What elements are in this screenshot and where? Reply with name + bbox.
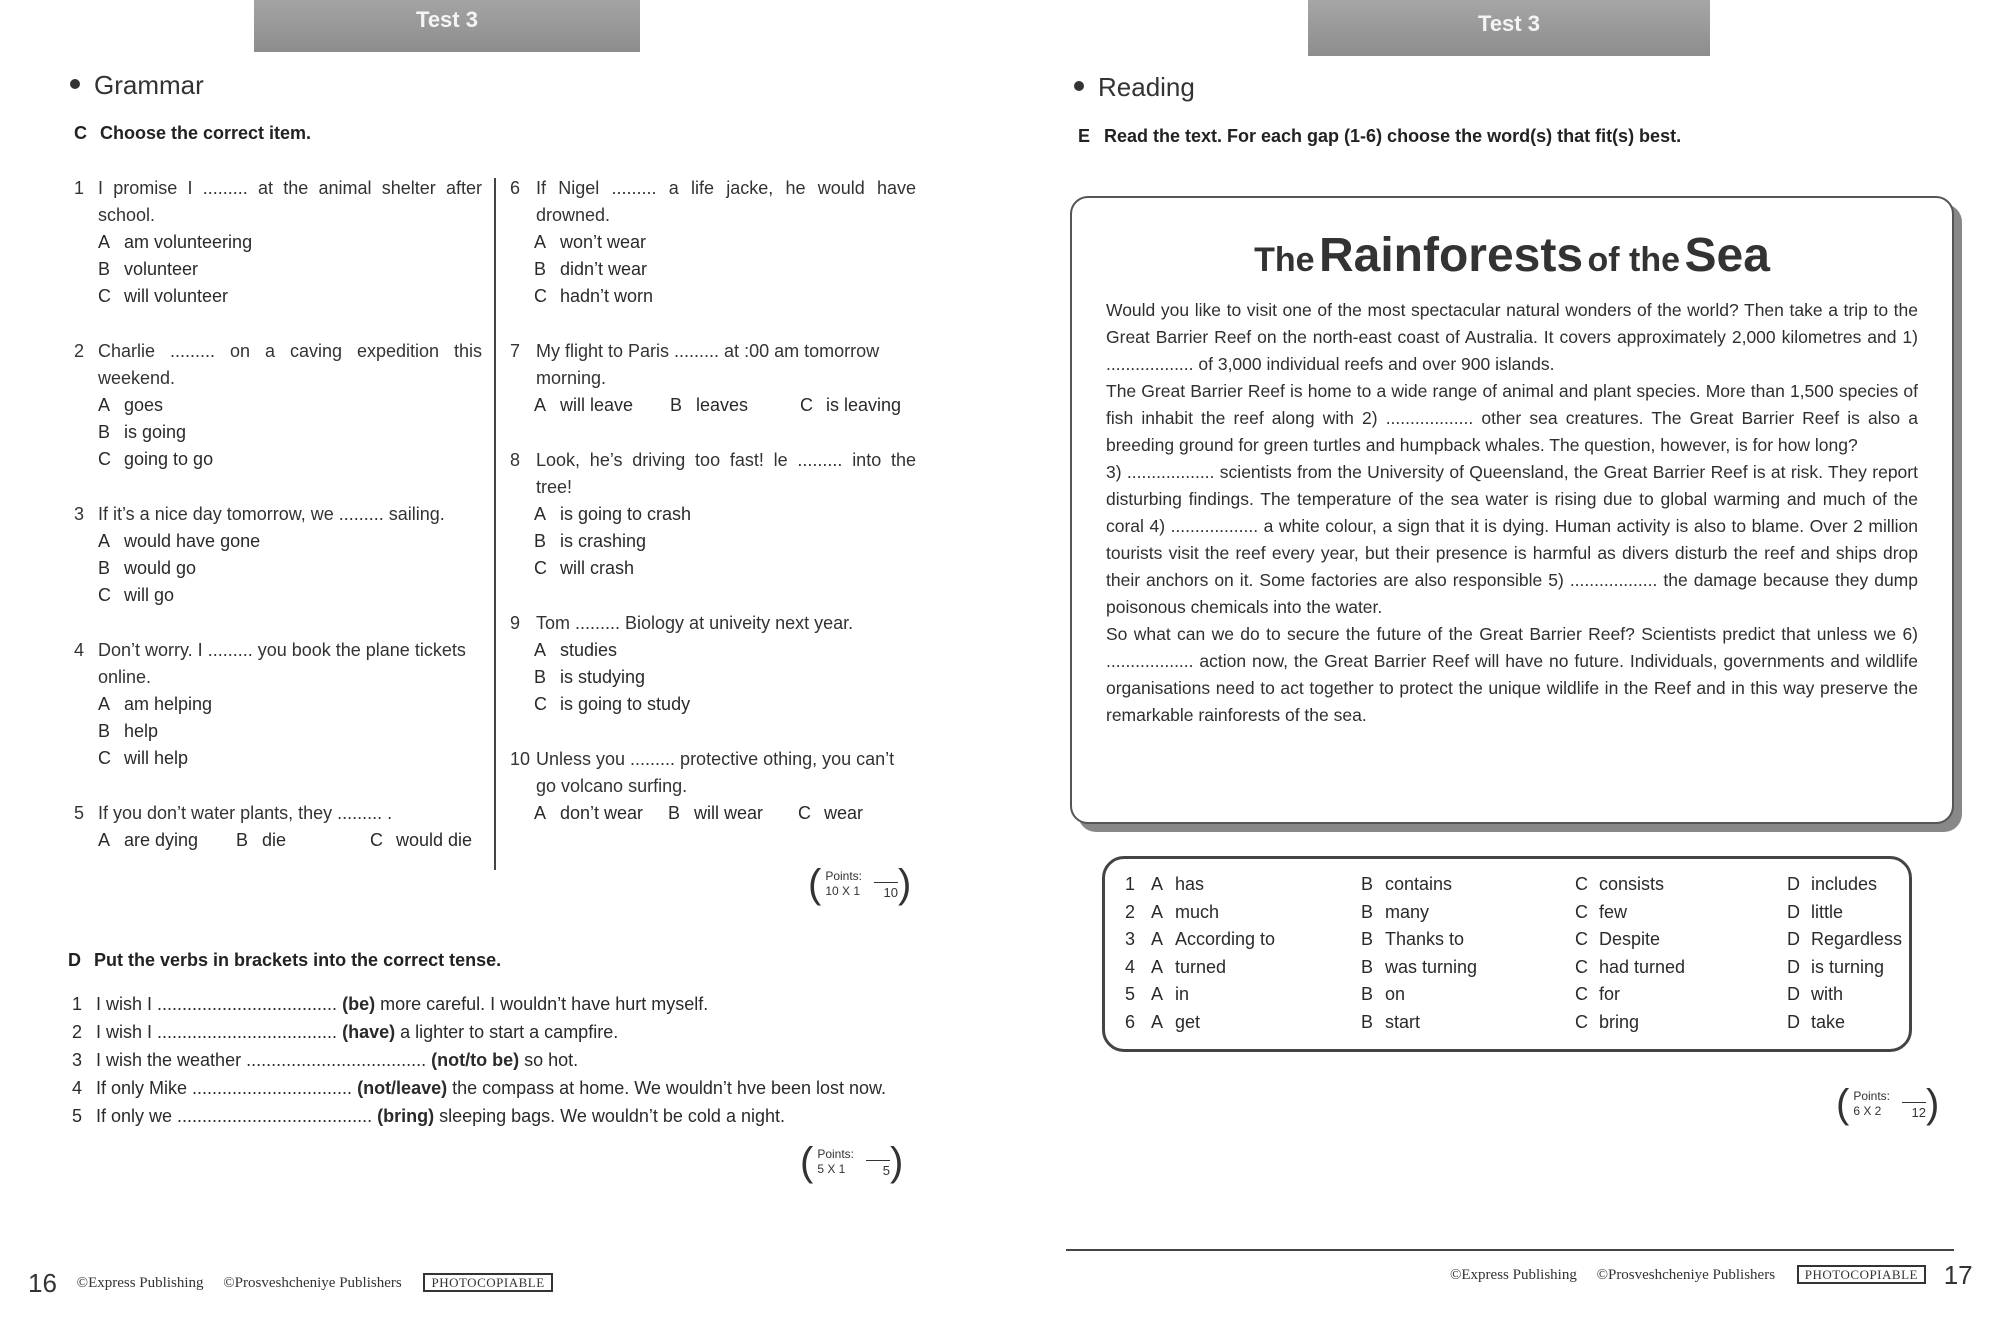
option-text[interactable]: consists [1599, 874, 1665, 894]
option-text[interactable]: Despite [1599, 929, 1661, 949]
left-tab-label: Test 3 [416, 7, 478, 32]
paren-left: ( [800, 1140, 814, 1184]
option[interactable] [74, 718, 484, 745]
option-text: going to go [124, 449, 214, 469]
item-verb: (not/to be) [431, 1050, 520, 1070]
option[interactable] [74, 691, 484, 718]
option-letter: C [1575, 1011, 1588, 1032]
option[interactable] [74, 555, 484, 582]
option[interactable] [74, 582, 484, 609]
option-text: volunteer [124, 259, 199, 279]
option-letter: C [534, 558, 547, 578]
item-number: 2 [72, 1022, 83, 1042]
option-letter: A [534, 232, 547, 252]
item-gap[interactable]: If only we ....................................... [96, 1106, 373, 1126]
paren-left: ( [1836, 1082, 1850, 1126]
option-text: will crash [560, 558, 635, 578]
points-total: 12 [1902, 1102, 1926, 1120]
option-text: is going [124, 422, 187, 442]
option-text[interactable]: turned [1175, 956, 1227, 977]
option[interactable] [534, 392, 670, 419]
option-letter: B [98, 558, 111, 578]
table-row [1125, 1009, 1902, 1037]
option-letter: C [98, 286, 111, 306]
option-letter: A [98, 232, 111, 252]
question-number: 10 [510, 749, 531, 769]
question-stem: If Nigel ......... a life jacke, he would have drowned. [536, 178, 916, 225]
option-text[interactable]: Regardless [1811, 929, 1903, 949]
instruction-e [1078, 126, 1681, 147]
title-word: of the [1587, 241, 1681, 279]
item-gap[interactable]: I wish I .................................... [96, 1022, 338, 1042]
instruction-d [68, 950, 501, 971]
option-text[interactable]: little [1811, 901, 1844, 922]
paren-left: ( [808, 862, 822, 906]
option-letter: C [798, 803, 811, 823]
row-number: 6 [1125, 1011, 1136, 1032]
option-text: goes [124, 395, 164, 415]
option-text[interactable]: is turning [1811, 956, 1885, 977]
option-text: would have gone [124, 531, 261, 551]
left-footer [28, 1268, 553, 1299]
item-verb: (bring) [377, 1106, 435, 1126]
item-verb: (not/leave) [357, 1078, 448, 1098]
option-letter: A [1151, 1011, 1164, 1032]
table-row [1125, 954, 1902, 982]
title-word: Rainforests [1318, 229, 1584, 282]
option[interactable] [670, 392, 800, 419]
option-text[interactable]: on [1385, 984, 1406, 1004]
option[interactable] [510, 283, 920, 310]
question-stem: If you don’t water plants, they ......... . [98, 803, 393, 823]
option-text[interactable]: had turned [1599, 956, 1686, 977]
option-text: will go [124, 585, 175, 605]
option-text: are dying [124, 830, 199, 850]
bullet-icon [1074, 81, 1084, 91]
question-number: 8 [510, 450, 521, 470]
tense-exercise-list [72, 990, 886, 1130]
option-text: will wear [694, 803, 764, 823]
question-4 [74, 637, 484, 691]
points-box-d [800, 1142, 903, 1182]
page-number: 17 [1943, 1260, 1973, 1290]
option-letter: A [98, 830, 111, 850]
option-letter: C [370, 830, 383, 850]
list-item [72, 1102, 886, 1130]
option-letter: B [534, 259, 547, 279]
option-letter: A [1151, 874, 1164, 894]
passage-title [1072, 228, 1952, 283]
option[interactable] [74, 229, 484, 256]
reading-section-title [1074, 72, 1195, 103]
passage-paragraph: 3) .................. scientists from the University of Queensland, the Great Barrier Reef is at risk. They report disturbing findings. The temperature of the sea water is rising due to global warming and much of the coral 4) .................. a white colour, a sign that it is dying. Human activity is also to blame. Over 2 million tourists visit the reef every year, but their presence is harmful as divers disturb the reef and ships drop their anchors on it. Some factories are also responsible 5) .................. the damage because they dump poisonous chemicals into the water. [1106, 462, 1918, 617]
question-stem: Unless you ......... protective othing, you can’t go volcano surfing. [536, 749, 895, 796]
question-9 [510, 610, 920, 637]
question-3 [74, 501, 484, 528]
option-text[interactable]: many [1385, 901, 1430, 922]
points-label: Points: [1853, 1089, 1891, 1103]
option-text: is going to crash [560, 504, 692, 524]
option[interactable] [510, 637, 920, 664]
item-text: sleeping bags. We wouldn’t be cold a night. [439, 1106, 785, 1126]
option-letter: A [534, 504, 547, 524]
title-word: The [1254, 241, 1315, 279]
option-letter: A [1151, 901, 1164, 922]
option-letter: C [98, 449, 111, 469]
question-10 [510, 746, 920, 800]
bullet-icon [70, 79, 80, 89]
option-letter: C [1575, 929, 1588, 949]
option-text: don’t wear [560, 803, 644, 823]
option-text: die [262, 830, 287, 850]
instruction-letter: C [74, 123, 87, 143]
option-letter: A [534, 395, 547, 415]
item-number: 1 [72, 994, 83, 1014]
passage-body [1072, 283, 1952, 729]
item-verb: (have) [342, 1022, 396, 1042]
row-number: 3 [1125, 929, 1136, 949]
question-number: 6 [510, 178, 521, 198]
inline-options [74, 827, 484, 854]
right-tab-label: Test 3 [1478, 11, 1540, 36]
item-text: the compass at home. We wouldn’t hve been lost now. [452, 1078, 887, 1098]
option-text[interactable]: includes [1811, 874, 1878, 894]
photocopiable-badge: PHOTOCOPIABLE [1797, 1265, 1926, 1284]
option[interactable] [510, 664, 920, 691]
paren-right: ) [898, 862, 912, 906]
option-letter: C [1575, 956, 1588, 977]
option[interactable] [98, 827, 236, 854]
points-box-c [808, 864, 911, 904]
option-text: won’t wear [560, 232, 647, 252]
option-text: is studying [560, 667, 646, 687]
option-text[interactable]: start [1385, 1011, 1421, 1032]
question-number: 3 [74, 504, 85, 524]
option-text[interactable]: in [1175, 984, 1190, 1004]
option-letter: C [98, 585, 111, 605]
option[interactable] [510, 691, 920, 718]
points-box-e [1836, 1084, 1939, 1124]
option[interactable] [370, 827, 472, 854]
option-text: didn’t wear [560, 259, 648, 279]
option[interactable] [74, 446, 484, 473]
item-number: 3 [72, 1050, 83, 1070]
option-text[interactable]: get [1175, 1011, 1201, 1032]
answer-options-table [1125, 871, 1902, 1036]
option[interactable] [74, 528, 484, 555]
question-stem: Don’t worry. I ......... you book the plane tickets online. [98, 640, 466, 687]
option-letter: C [98, 748, 111, 768]
points-inner [821, 869, 866, 899]
instruction-text: Choose the correct item. [100, 123, 312, 143]
item-text: more careful. I wouldn’t have hurt myself. [380, 994, 709, 1014]
instruction-letter: D [68, 950, 81, 970]
points-total: 10 [874, 882, 898, 900]
question-stem: I promise I ......... at the animal shelter after school. [98, 178, 482, 225]
option[interactable] [798, 800, 863, 827]
question-stem: Tom ......... Biology at univeity next year. [536, 613, 854, 633]
list-item [72, 1018, 886, 1046]
points-calc: 5 X 1 [817, 1162, 846, 1176]
instruction-letter: E [1078, 126, 1091, 146]
grammar-heading: Grammar [94, 70, 204, 100]
option-text[interactable]: Thanks to [1385, 929, 1465, 949]
option-text: am volunteering [124, 232, 253, 252]
option-letter: A [534, 640, 547, 660]
column-divider [494, 178, 496, 870]
item-text: a lighter to start a campfire. [400, 1022, 619, 1042]
option-letter: B [534, 667, 547, 687]
option-letter: B [1361, 984, 1374, 1004]
item-text: so hot. [524, 1050, 579, 1070]
option-letter: D [1787, 956, 1800, 977]
question-stem: My flight to Paris ......... at :00 am tomorrow morning. [536, 341, 880, 388]
row-number: 2 [1125, 901, 1136, 922]
passage-paragraph: So what can we do to secure the future of the Great Barrier Reef? Scientists predict that unless we 6) .................. action now, the Great Barrier Reef will have no future. Individuals, governments and wildlife organisations need to act together to protect the unique wildlife in the Reef and in this way preserve the remarkable rainforests of the sea. [1106, 624, 1918, 725]
points-calc: 10 X 1 [825, 884, 861, 898]
row-number: 1 [1125, 874, 1136, 894]
publisher-1: ©Express Publishing [1450, 1266, 1577, 1283]
option-letter: B [534, 531, 547, 551]
option[interactable] [510, 528, 920, 555]
option-text[interactable]: was turning [1385, 956, 1478, 977]
option-letter: A [98, 694, 111, 714]
option[interactable] [74, 745, 484, 772]
option-text: is leaving [826, 395, 902, 415]
question-7 [510, 338, 920, 392]
points-inner [1849, 1089, 1894, 1119]
option-text: help [124, 721, 159, 741]
points-inner [813, 1147, 858, 1177]
question-number: 9 [510, 613, 521, 633]
option-letter: C [534, 694, 547, 714]
option-text: is crashing [560, 531, 647, 551]
option[interactable] [510, 555, 920, 582]
instruction-text: Read the text. For each gap (1-6) choose the word(s) that fit(s) best. [1104, 126, 1682, 146]
option-letter: B [668, 803, 681, 823]
option[interactable] [236, 827, 370, 854]
option[interactable] [668, 800, 798, 827]
table-row [1125, 981, 1902, 1009]
option-text: wear [824, 803, 864, 823]
option-letter: C [800, 395, 813, 415]
list-item [72, 1046, 886, 1074]
question-number: 7 [510, 341, 521, 361]
question-stem: Charlie ......... on a caving expedition this weekend. [98, 341, 482, 388]
grammar-column-1 [74, 175, 484, 854]
question-stem: If it’s a nice day tomorrow, we ......... sailing. [98, 504, 445, 524]
option-letter: B [1361, 929, 1374, 949]
option-letter: A [98, 395, 111, 415]
option[interactable] [74, 419, 484, 446]
option-text[interactable]: has [1175, 874, 1205, 894]
option-letter: B [1361, 956, 1374, 977]
option-letter: B [98, 422, 111, 442]
table-row [1125, 871, 1902, 899]
passage-paragraph: The Great Barrier Reef is home to a wide range of animal and plant species. More than 1,500 species of fish inhabit the reef along with 2) .................. other sea creatures. The Great Barrier Reef is also a breeding ground for green turtles and humpback whales. The question, however, is for how long? [1106, 381, 1918, 455]
item-verb: (be) [342, 994, 376, 1014]
paren-right: ) [1926, 1082, 1940, 1126]
page-number: 16 [28, 1268, 57, 1298]
option-text: will leave [560, 395, 634, 415]
option-letter: C [1575, 901, 1588, 922]
option-letter: A [1151, 929, 1164, 949]
list-item [72, 990, 886, 1018]
option-letter: B [1361, 901, 1374, 922]
question-number: 4 [74, 640, 85, 660]
option-letter: C [534, 286, 547, 306]
item-gap[interactable]: I wish the weather .................................... [96, 1050, 427, 1070]
option-text[interactable]: contains [1385, 874, 1453, 894]
option-letter: C [1575, 984, 1588, 1004]
instruction-text: Put the verbs in brackets into the correct tense. [94, 950, 502, 970]
inline-options [510, 392, 920, 419]
option[interactable] [74, 256, 484, 283]
option-letter: D [1787, 984, 1800, 1004]
question-2 [74, 338, 484, 392]
item-gap[interactable]: If only Mike ................................ [96, 1078, 353, 1098]
reading-heading: Reading [1098, 72, 1195, 102]
option-text[interactable]: take [1811, 1011, 1846, 1032]
passage-paragraph: Would you like to visit one of the most spectacular natural wonders of the world? Then take a trip to the Great Barrier Reef on the north-east coast of Australia. It covers approximately 2,000 kilometres and 1) .................. of 3,000 individual reefs and over 900 islands. [1106, 300, 1918, 374]
option-letter: A [1151, 984, 1164, 1004]
table-row [1125, 899, 1902, 927]
paren-right: ) [890, 1140, 904, 1184]
row-number: 5 [1125, 984, 1136, 1004]
option-letter: B [98, 721, 111, 741]
points-total: 5 [866, 1160, 890, 1178]
option-text: hadn’t worn [560, 286, 654, 306]
option-text[interactable]: with [1811, 984, 1844, 1004]
option-text: is going to study [560, 694, 691, 714]
publisher-2: ©Prosveshcheniye Publishers [223, 1274, 402, 1291]
question-number: 5 [74, 803, 85, 823]
reading-passage-box [1070, 196, 1954, 824]
instruction-c [74, 123, 311, 144]
option-letter: B [98, 259, 111, 279]
right-footer [1450, 1260, 1973, 1291]
table-row [1125, 926, 1902, 954]
row-number: 4 [1125, 956, 1136, 977]
option[interactable] [510, 501, 920, 528]
inline-options [510, 800, 920, 827]
option[interactable] [510, 256, 920, 283]
option-letter: A [1151, 956, 1164, 977]
option[interactable] [74, 392, 484, 419]
footer-rule [1066, 1249, 1954, 1251]
item-number: 4 [72, 1078, 83, 1098]
question-5 [74, 800, 484, 827]
option-text: will volunteer [124, 286, 229, 306]
title-word: Sea [1684, 229, 1770, 282]
option-text[interactable]: for [1599, 984, 1621, 1004]
option-letter: B [1361, 874, 1374, 894]
option-text: studies [560, 640, 618, 660]
grammar-section-title [70, 70, 204, 101]
left-test-tab [254, 0, 640, 52]
option-text[interactable]: According to [1175, 929, 1276, 949]
photocopiable-badge: PHOTOCOPIABLE [423, 1273, 552, 1292]
option-letter: B [1361, 1011, 1374, 1032]
option-text: leaves [696, 395, 749, 415]
question-8 [510, 447, 920, 501]
option-letter: C [1575, 874, 1588, 894]
item-gap[interactable]: I wish I .................................... [96, 994, 338, 1014]
list-item [72, 1074, 886, 1102]
points-label: Points: [825, 869, 863, 883]
option-text[interactable]: bring [1599, 1011, 1640, 1032]
option-text[interactable]: much [1175, 901, 1220, 922]
points-calc: 6 X 2 [1853, 1104, 1882, 1118]
option[interactable] [510, 229, 920, 256]
option-text: would go [124, 558, 197, 578]
question-number: 2 [74, 341, 85, 361]
option-letter: B [670, 395, 683, 415]
answer-options-box [1102, 856, 1912, 1052]
publisher-1: ©Express Publishing [76, 1274, 204, 1291]
right-test-tab [1308, 0, 1710, 56]
grammar-column-2 [510, 175, 920, 827]
question-1 [74, 175, 484, 229]
option-text: will help [124, 748, 189, 768]
option-letter: A [534, 803, 547, 823]
option-text: am helping [124, 694, 213, 714]
option-text[interactable]: few [1599, 901, 1628, 922]
option-letter: D [1787, 1011, 1800, 1032]
question-stem: Look, he’s driving too fast! le ......... into the tree! [536, 450, 916, 497]
option-letter: A [98, 531, 111, 551]
option-letter: B [236, 830, 249, 850]
question-6 [510, 175, 920, 229]
option-text: would die [396, 830, 473, 850]
option-letter: D [1787, 874, 1800, 894]
option-letter: D [1787, 929, 1800, 949]
option[interactable] [800, 392, 901, 419]
question-number: 1 [74, 178, 85, 198]
option-letter: D [1787, 901, 1800, 922]
option[interactable] [534, 800, 668, 827]
item-number: 5 [72, 1106, 83, 1126]
points-label: Points: [817, 1147, 855, 1161]
publisher-2: ©Prosveshcheniye Publishers [1596, 1266, 1776, 1283]
option[interactable] [74, 283, 484, 310]
